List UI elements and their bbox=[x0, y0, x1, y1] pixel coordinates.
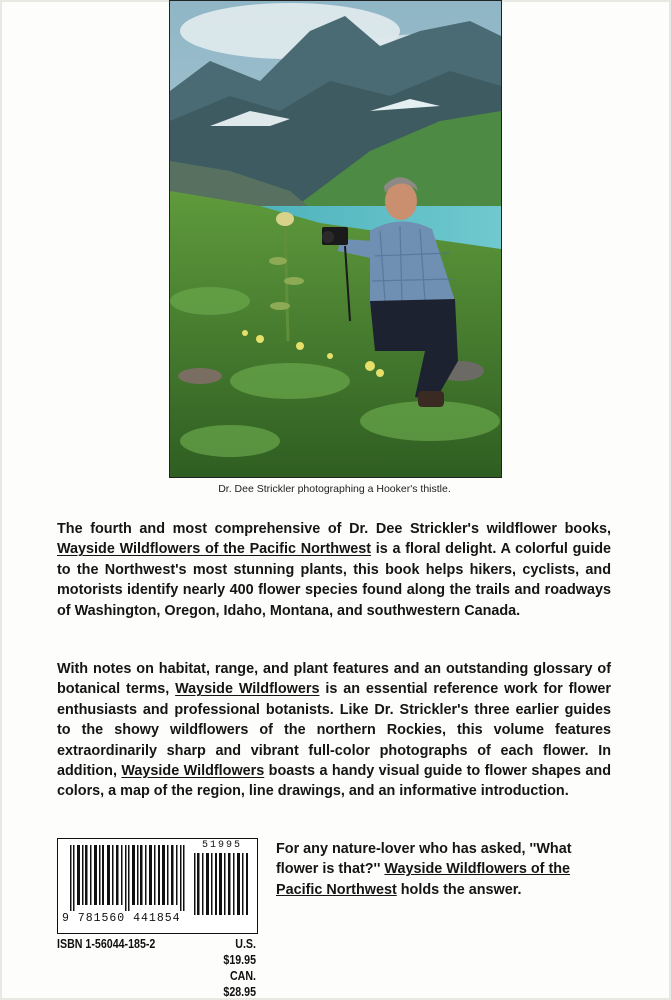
barcode-addon-number: 51995 bbox=[201, 840, 242, 851]
p1-text-1: The fourth and most comprehensive of Dr. Dee Strickler's wildflower books, bbox=[57, 521, 611, 537]
p2-text-3: boasts a handy visual guide to flower shapes and colors, a map of the region, line drawings, and an informative introduction. bbox=[57, 763, 611, 800]
barcode-ean-number: 9 781560 441854 bbox=[62, 912, 181, 925]
barcode bbox=[57, 838, 258, 934]
p2-book-title-1: Wayside Wildflowers bbox=[175, 681, 320, 698]
closing-book-title: Wayside Wildflowers of the Pacific Northwest bbox=[276, 861, 571, 898]
isbn: ISBN 1-56044-185-2 bbox=[57, 936, 156, 951]
description-paragraph-1 bbox=[57, 519, 611, 621]
price-us: U.S. $19.95 bbox=[223, 936, 256, 967]
addon-barcode-bars bbox=[194, 853, 250, 919]
p2-text-1: With notes on habitat, range, and plant features and an outstanding glossary of botanical terms, bbox=[57, 661, 611, 698]
p1-book-title: Wayside Wildflowers of the Pacific Northwest bbox=[57, 541, 372, 558]
cover-photo bbox=[169, 0, 502, 478]
photo-caption: Dr. Dee Strickler photographing a Hooker's thistle. bbox=[218, 483, 451, 495]
p1-text-2: is a floral delight. A colorful guide to the Northwest's most stunning plants, this book helps hikers, cyclists, and motorists identify nearly 400 flower species found along the trails and roadways of Washington, Oregon, Idaho, Montana, and southwestern Canada. bbox=[57, 541, 611, 619]
prices bbox=[204, 936, 256, 1000]
price-can: CAN. $28.95 bbox=[223, 968, 256, 999]
closing-text-1: For any nature-lover who has asked, ''What flower is that?'' bbox=[276, 841, 572, 878]
closing-text-2: holds the answer. bbox=[396, 881, 522, 898]
p2-text-2: is an essential reference work for flower enthusiasts and professional botanists. Like Dr. Strickler's three earlier guides to the showy wildflowers of the northern Rockies, this volume features extraordinarily sharp and vibrant full-color photographs of each flower. In addition, bbox=[57, 681, 611, 780]
p2-book-title-2: Wayside Wildflowers bbox=[121, 763, 265, 780]
description-paragraph-2 bbox=[57, 659, 611, 802]
closing-paragraph bbox=[276, 839, 614, 900]
photographer-image bbox=[170, 1, 501, 477]
ean-barcode-bars bbox=[70, 845, 190, 911]
